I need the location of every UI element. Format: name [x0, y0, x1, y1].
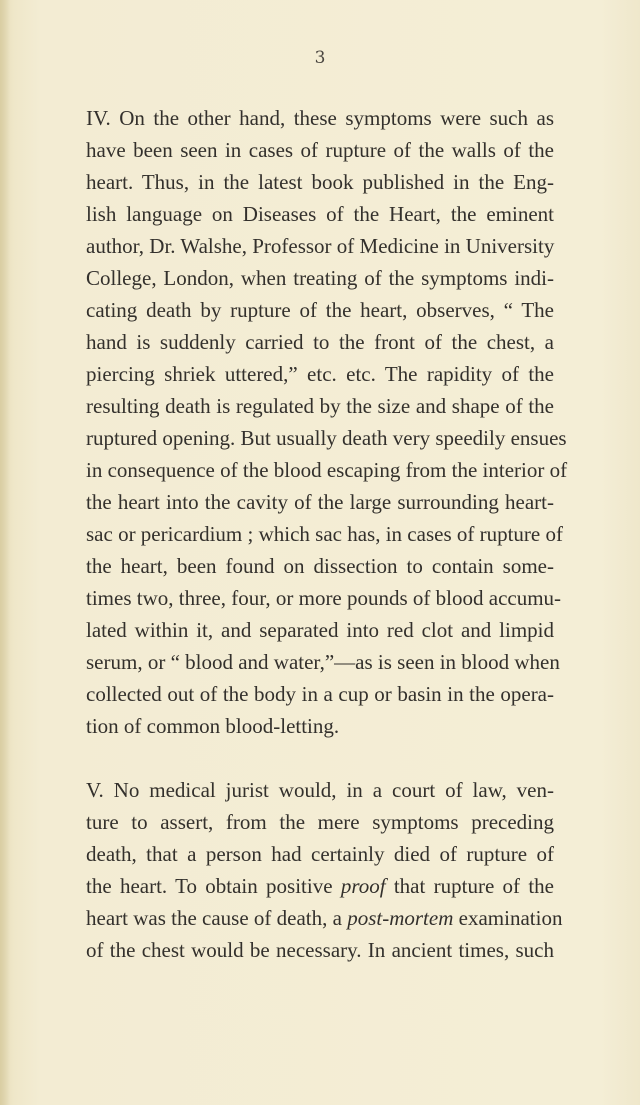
- text-line: in consequence of the blood escaping from the interior of: [86, 458, 568, 482]
- text-line: ruptured opening. But usually death very speedily ensues: [86, 426, 567, 450]
- text-line: lish language on Diseases of the Heart, the eminent: [86, 202, 554, 226]
- text-line: lated within it, and separated into red clot and limpid: [86, 618, 554, 642]
- italic-text-segment: post-mortem: [347, 906, 454, 930]
- text-line: serum, or “ blood and water,”—as is seen in blood when: [86, 650, 560, 674]
- text-line: piercing shriek uttered,” etc. etc. The rapidity of the: [86, 362, 554, 386]
- text-segment: heart was the cause of death, a: [86, 906, 348, 930]
- text-line: cating death by rupture of the heart, observes, “ The: [86, 298, 554, 322]
- text-line: [86, 872, 554, 900]
- text-line: College, London, when treating of the symptoms indi-: [86, 266, 554, 290]
- text-segment: examination: [453, 906, 563, 930]
- text-line: ture to assert, from the mere symptoms preceding: [86, 810, 554, 834]
- text-line: V. No medical jurist would, in a court of law, ven-: [86, 778, 554, 802]
- italic-text-segment: proof: [340, 874, 386, 898]
- text-line: death, that a person had certainly died of rupture of: [86, 842, 554, 866]
- text-line: IV. On the other hand, these symptoms were such as: [86, 106, 554, 130]
- page-number: 3: [314, 48, 326, 68]
- text-line: the heart, been found on dissection to contain some-: [86, 554, 554, 578]
- text-line: have been seen in cases of rupture of the walls of the: [86, 138, 554, 162]
- text-line: times two, three, four, or more pounds of blood accumu-: [86, 586, 562, 610]
- text-line: collected out of the body in a cup or basin in the opera-: [86, 682, 554, 706]
- text-line: heart. Thus, in the latest book published in the Eng-: [86, 170, 554, 194]
- text-line: tion of common blood-letting.: [86, 714, 340, 738]
- text-line: the heart into the cavity of the large surrounding heart-: [86, 490, 554, 514]
- text-segment: that rupture of the: [385, 874, 555, 898]
- text-line: hand is suddenly carried to the front of the chest, a: [86, 330, 554, 354]
- page-spine-shadow: [0, 0, 10, 1105]
- text-line: resulting death is regulated by the size and shape of the: [86, 394, 554, 418]
- text-line: of the chest would be necessary. In ancient times, such: [86, 938, 554, 962]
- text-line: sac or pericardium ; which sac has, in cases of rupture of: [86, 522, 563, 546]
- text-segment: the heart. To obtain positive: [86, 874, 341, 898]
- text-line: [86, 904, 563, 932]
- text-line: author, Dr. Walshe, Professor of Medicine in University: [86, 234, 555, 258]
